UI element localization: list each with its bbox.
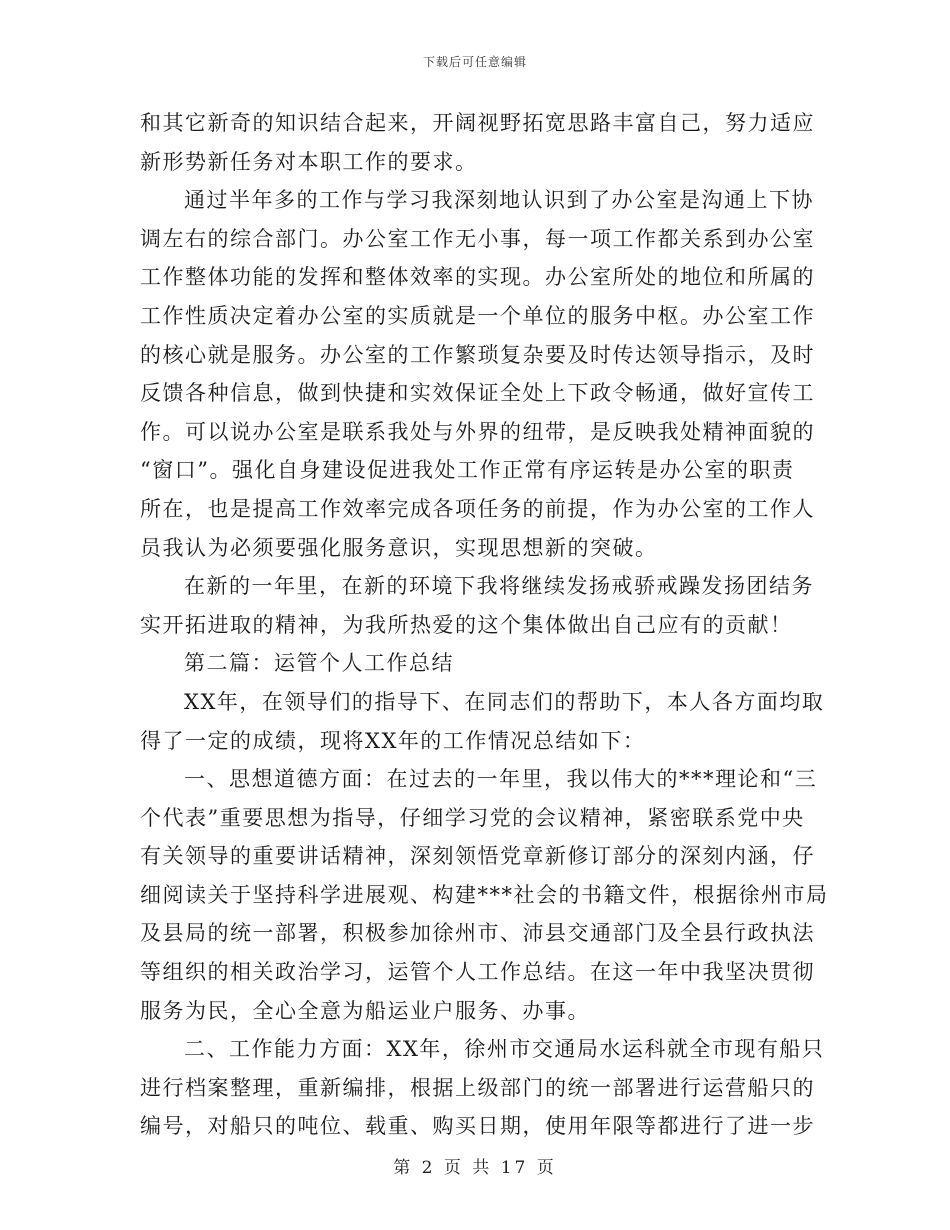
text-line: 新形势新任务对本职工作的要求。 <box>140 149 478 174</box>
paragraph-start-line: 一、思想道德方面：在过去的一年里，我以伟大的***理论和“三 <box>184 767 818 792</box>
document-body <box>140 104 829 1146</box>
text-line: 作。可以说办公室是联系我处与外界的纽带，是反映我处精神面貌的 <box>140 419 815 444</box>
text-line: 工作整体功能的发挥和整体效率的实现。办公室所处的地位和所属的 <box>140 265 815 290</box>
text-line: 有关领导的重要讲话精神，深刻领悟党章新修订部分的深刻内涵，仔 <box>140 844 815 869</box>
text-line: 得了一定的成绩，现将XX年的工作情况总结如下： <box>140 728 646 753</box>
text-line: 反馈各种信息，做到快捷和实效保证全处上下政令畅通，做好宣传工 <box>140 381 815 406</box>
text-line: 实开拓进取的精神，为我所热爱的这个集体做出自己应有的贡献！ <box>140 612 793 637</box>
text-line: 编号，对船只的吨位、载重、购买日期，使用年限等都进行了进一步 <box>140 1114 815 1139</box>
paragraph-start-line: XX年，在领导们的指导下、在同志们的帮助下，本人各方面均取 <box>184 689 825 714</box>
page-header: 下载后可任意编辑 <box>422 55 527 69</box>
text-line: “窗口”。强化自身建设促进我处工作正常有序运转是办公室的职责 <box>140 458 795 483</box>
paragraph-start-line: 二、工作能力方面：XX年，徐州市交通局水运科就全市现有船只 <box>184 1037 825 1062</box>
paragraph-start-line: 在新的一年里，在新的环境下我将继续发扬戒骄戒躁发扬团结务 <box>184 574 814 599</box>
text-line: 及县局的统一部署，积极参加徐州市、沛县交通部门及全县行政执法 <box>140 921 815 946</box>
text-line: 细阅读关于坚持科学进展观、构建***社会的书籍文件，根据徐州市局 <box>140 882 829 907</box>
text-line: 工作性质决定着办公室的实质就是一个单位的服务中枢。办公室工作 <box>140 303 815 328</box>
text-line: 所在，也是提高工作效率完成各项任务的前提，作为办公室的工作人 <box>140 496 815 521</box>
section-heading: 第二篇：运管个人工作总结 <box>184 651 454 676</box>
text-line: 进行档案整理，重新编排，根据上级部门的统一部署进行运营船只的 <box>140 1075 815 1100</box>
text-line: 服务为民，全心全意为船运业户服务、办事。 <box>140 998 590 1023</box>
text-line: 调左右的综合部门。办公室工作无小事，每一项工作都关系到办公室 <box>140 226 815 251</box>
paragraph-start-line: 通过半年多的工作与学习我深刻地认识到了办公室是沟通上下协 <box>184 188 814 213</box>
text-line: 的核心就是服务。办公室的工作繁琐复杂要及时传达领导指示，及时 <box>140 342 815 367</box>
text-line: 和其它新奇的知识结合起来，开阔视野拓宽思路丰富自己，努力适应 <box>140 111 815 135</box>
text-line: 员我认为必须要强化服务意识，实现思想新的突破。 <box>140 535 658 560</box>
text-line: 个代表”重要思想为指导，仔细学习党的会议精神，紧密联系党中央 <box>140 805 805 830</box>
text-line: 等组织的相关政治学习，运管个人工作总结。在这一年中我坚决贯彻 <box>140 960 815 985</box>
page-footer: 第 2 页 共 17 页 <box>393 1158 557 1178</box>
